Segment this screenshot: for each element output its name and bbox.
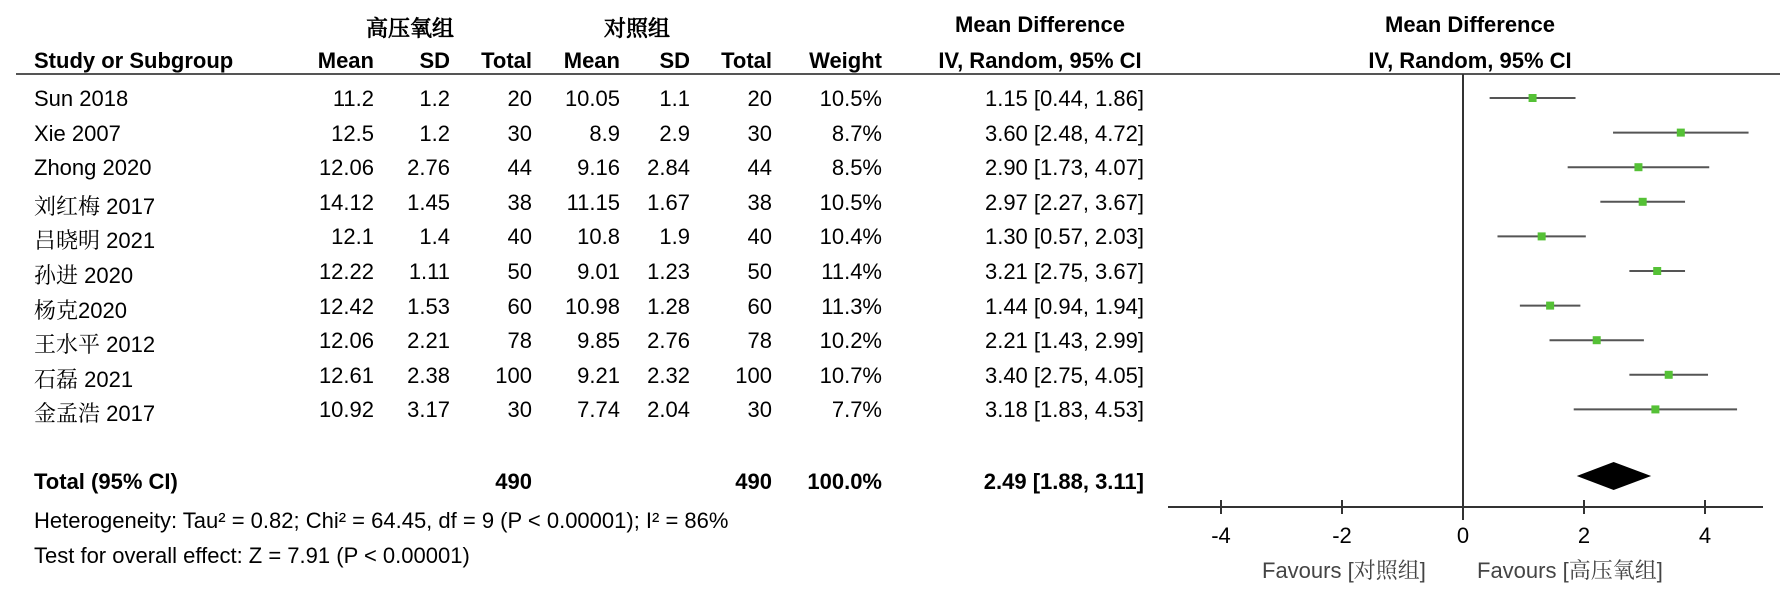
- total1-header: Total: [481, 48, 532, 73]
- study-point: [1651, 405, 1659, 413]
- cell-weight: 11.4%: [821, 259, 882, 284]
- cell-total1: 44: [507, 155, 532, 181]
- cell-mean2: 11.15: [566, 189, 620, 215]
- cell-mean1: 11.2: [332, 86, 374, 111]
- study-point: [1677, 129, 1685, 137]
- cell-sd2: 2.9: [659, 120, 690, 146]
- total2-header: Total: [721, 48, 772, 73]
- cell-mean2: 9.16: [577, 155, 620, 181]
- cell-mean2: 10.8: [577, 224, 620, 250]
- cell-weight: 10.2%: [819, 328, 882, 354]
- md-column-subtitle: IV, Random, 95% CI: [938, 48, 1142, 73]
- cell-md: 3.21 [2.75, 3.67]: [984, 259, 1144, 284]
- study-point: [1593, 336, 1601, 344]
- cell-total1: 30: [507, 397, 532, 423]
- cell-md: 1.30 [0.57, 2.03]: [984, 224, 1144, 250]
- sd2-header: SD: [659, 48, 690, 73]
- cell-total1: 60: [507, 293, 532, 319]
- cell-weight: 10.5%: [819, 189, 882, 215]
- cell-study: Zhong 2020: [34, 155, 152, 181]
- x-tick-label: -2: [1332, 523, 1352, 548]
- cell-mean2: 9.85: [577, 328, 620, 354]
- md-column-title: Mean Difference: [955, 12, 1125, 37]
- cell-weight: 10.4%: [819, 224, 882, 250]
- mean1-header: Mean: [317, 48, 374, 73]
- cell-study: Sun 2018: [34, 86, 129, 111]
- cell-sd2: 1.9: [659, 224, 690, 250]
- cell-weight: 8.5%: [831, 155, 882, 181]
- total-weight: 100.0%: [807, 469, 882, 494]
- cell-sd1: 1.4: [419, 224, 450, 250]
- study-point: [1529, 94, 1537, 102]
- cell-mean1: 12.22: [318, 259, 374, 284]
- cell-mean1: 12.42: [318, 293, 374, 319]
- cell-sd1: 2.21: [407, 328, 450, 354]
- cell-total2: 50: [747, 259, 772, 284]
- cell-study: 杨克2020: [34, 297, 127, 323]
- study-point: [1639, 198, 1647, 206]
- study-point: [1546, 302, 1554, 310]
- cell-md: 1.44 [0.94, 1.94]: [984, 293, 1144, 319]
- cell-sd1: 2.76: [407, 155, 450, 181]
- cell-sd2: 2.76: [647, 328, 690, 354]
- cell-sd1: 1.53: [407, 293, 450, 319]
- cell-total2: 38: [747, 189, 772, 215]
- study-point: [1665, 371, 1673, 379]
- heterogeneity-text: Heterogeneity: Tau² = 0.82; Chi² = 64.45, df = 9 (P < 0.00001); I² = 86%: [34, 508, 729, 533]
- total-md-ci: 2.49 [1.88, 3.11]: [983, 469, 1144, 494]
- cell-mean1: 10.92: [318, 397, 374, 423]
- cell-sd2: 2.04: [647, 397, 690, 423]
- cell-total2: 78: [747, 328, 772, 354]
- cell-sd1: 1.45: [407, 189, 450, 215]
- study-point: [1634, 163, 1642, 171]
- cell-mean2: 8.9: [589, 120, 620, 146]
- cell-total2: 20: [747, 86, 772, 111]
- cell-sd2: 2.32: [647, 362, 690, 388]
- cell-mean2: 9.01: [577, 259, 620, 284]
- control-group-header: 对照组: [603, 16, 670, 42]
- cell-mean1: 12.06: [318, 328, 374, 354]
- cell-study: 金孟浩 2017: [34, 401, 156, 427]
- cell-md: 3.60 [2.48, 4.72]: [984, 120, 1144, 146]
- cell-total1: 38: [507, 189, 532, 215]
- cell-study: 王水平 2012: [34, 332, 156, 358]
- cell-mean1: 12.06: [318, 155, 374, 181]
- total-n-control: 490: [735, 469, 772, 494]
- cell-sd2: 1.1: [659, 86, 690, 111]
- total-n-treatment: 490: [495, 469, 532, 494]
- treatment-group-header: 高压氧组: [365, 16, 454, 42]
- cell-mean2: 10.05: [564, 86, 620, 111]
- cell-total1: 50: [507, 259, 532, 284]
- plot-subtitle: IV, Random, 95% CI: [1368, 48, 1572, 73]
- cell-weight: 10.7%: [819, 362, 882, 388]
- cell-study: 刘红梅 2017: [34, 193, 156, 219]
- cell-study: 孙进 2020: [34, 263, 134, 288]
- cell-md: 3.18 [1.83, 4.53]: [984, 397, 1144, 423]
- cell-mean1: 14.12: [318, 189, 374, 215]
- cell-total1: 30: [507, 120, 532, 146]
- cell-sd2: 1.28: [647, 293, 690, 319]
- mean2-header: Mean: [563, 48, 620, 73]
- cell-weight: 11.3%: [821, 293, 882, 319]
- x-tick-label: 2: [1577, 523, 1591, 548]
- cell-weight: 10.5%: [819, 86, 882, 111]
- cell-sd1: 1.2: [419, 120, 450, 146]
- cell-total1: 100: [495, 362, 532, 388]
- total-label: Total (95% CI): [34, 469, 178, 494]
- cell-study: Xie 2007: [34, 120, 121, 146]
- cell-study: 石磊 2021: [34, 366, 134, 392]
- pooled-diamond: [1577, 462, 1651, 490]
- cell-mean1: 12.5: [331, 120, 374, 146]
- cell-weight: 8.7%: [831, 120, 882, 146]
- cell-md: 2.21 [1.43, 2.99]: [984, 328, 1144, 354]
- cell-mean2: 7.74: [577, 397, 620, 423]
- x-tick-label: -4: [1211, 523, 1231, 548]
- study-point: [1538, 232, 1546, 240]
- cell-mean1: 12.1: [331, 224, 374, 250]
- cell-weight: 7.7%: [831, 397, 882, 423]
- sd1-header: SD: [419, 48, 450, 73]
- cell-md: 2.90 [1.73, 4.07]: [984, 155, 1144, 181]
- study-column-header: Study or Subgroup: [34, 48, 234, 73]
- plot-title: Mean Difference: [1385, 12, 1555, 37]
- favours-left-label: Favours [对照组]: [1262, 558, 1426, 583]
- cell-mean2: 9.21: [577, 362, 620, 388]
- cell-sd2: 1.67: [647, 189, 690, 215]
- cell-study: 吕晓明 2021: [34, 228, 156, 254]
- cell-sd1: 1.2: [419, 86, 450, 111]
- cell-total2: 30: [747, 397, 772, 423]
- cell-total1: 78: [507, 328, 532, 354]
- cell-md: 3.40 [2.75, 4.05]: [984, 362, 1144, 388]
- cell-sd1: 1.11: [408, 259, 450, 284]
- x-tick-label: 4: [1698, 523, 1712, 548]
- cell-sd2: 2.84: [647, 155, 690, 181]
- cell-sd1: 2.38: [407, 362, 450, 388]
- cell-total2: 30: [747, 120, 772, 146]
- cell-md: 2.97 [2.27, 3.67]: [984, 189, 1144, 215]
- favours-right-label: Favours [高压氧组]: [1477, 558, 1663, 583]
- cell-total2: 44: [747, 155, 772, 181]
- cell-mean2: 10.98: [564, 293, 620, 319]
- cell-total1: 20: [507, 86, 532, 111]
- cell-sd1: 3.17: [407, 397, 450, 423]
- cell-sd2: 1.23: [647, 259, 690, 284]
- cell-total1: 40: [507, 224, 532, 250]
- cell-total2: 60: [747, 293, 772, 319]
- study-point: [1653, 267, 1661, 275]
- cell-mean1: 12.61: [318, 362, 374, 388]
- overall-effect-text: Test for overall effect: Z = 7.91 (P < 0.00001): [34, 543, 470, 568]
- x-tick-label: 0: [1456, 523, 1470, 548]
- cell-total2: 100: [735, 362, 772, 388]
- cell-total2: 40: [747, 224, 772, 250]
- cell-md: 1.15 [0.44, 1.86]: [984, 86, 1144, 111]
- weight-header: Weight: [809, 48, 882, 73]
